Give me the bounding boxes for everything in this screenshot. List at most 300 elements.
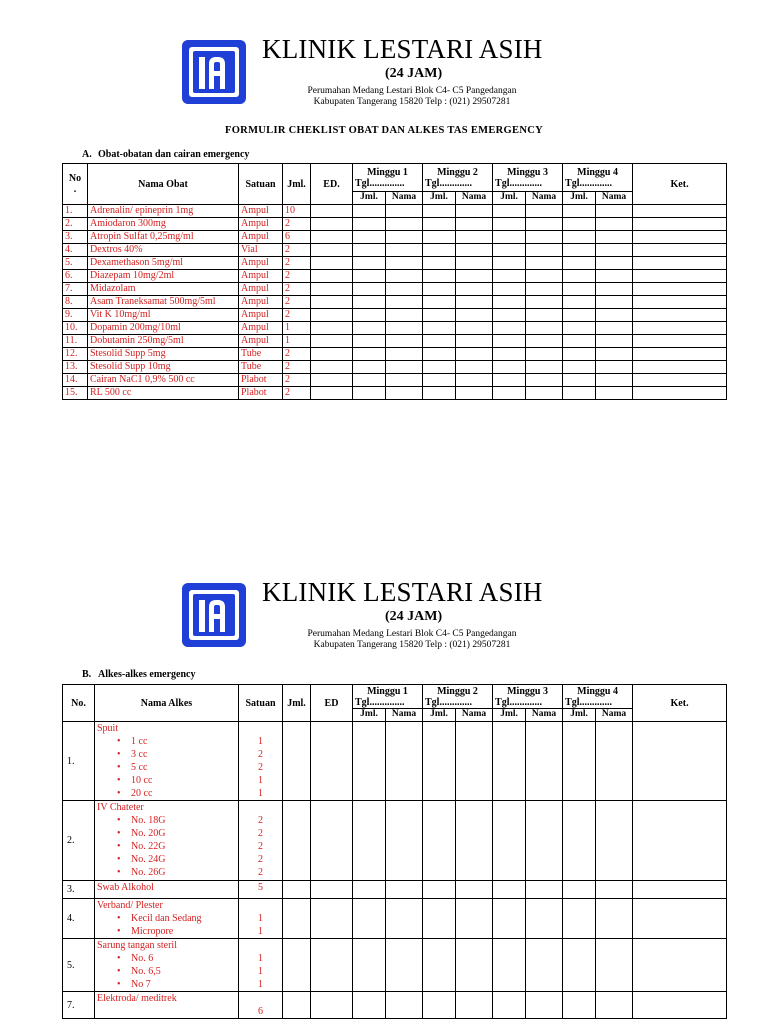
- blank-check-cell[interactable]: [596, 205, 633, 218]
- equipment-units: [239, 939, 283, 992]
- blank-check-cell[interactable]: [386, 387, 423, 400]
- blank-check-cell[interactable]: [423, 296, 456, 309]
- drug-unit: Plabot: [239, 387, 283, 400]
- blank-check-cell[interactable]: [386, 722, 423, 801]
- blank-check-cell[interactable]: [353, 361, 386, 374]
- drug-unit: Vial: [239, 244, 283, 257]
- blank-check-cell[interactable]: [596, 322, 633, 335]
- blank-check-cell[interactable]: [456, 939, 493, 992]
- form-title: FORMULIR CHEKLIST OBAT DAN ALKES TAS EMERGENCY: [225, 125, 543, 136]
- blank-check-cell[interactable]: [353, 283, 386, 296]
- blank-check-cell[interactable]: [423, 218, 456, 231]
- blank-check-cell[interactable]: [283, 722, 311, 801]
- blank-check-cell[interactable]: [456, 257, 493, 270]
- blank-check-cell[interactable]: [563, 361, 596, 374]
- blank-check-cell[interactable]: [386, 270, 423, 283]
- blank-check-cell[interactable]: [311, 218, 353, 231]
- blank-check-cell[interactable]: [563, 309, 596, 322]
- list-item: • No 7: [117, 978, 236, 991]
- blank-check-cell[interactable]: [423, 257, 456, 270]
- sub-jml: Jml.: [563, 192, 596, 205]
- blank-check-cell[interactable]: [633, 881, 727, 899]
- blank-check-cell[interactable]: [493, 939, 526, 992]
- blank-check-cell[interactable]: [423, 374, 456, 387]
- blank-check-cell[interactable]: [311, 205, 353, 218]
- blank-check-cell[interactable]: [283, 899, 311, 939]
- blank-check-cell[interactable]: [563, 801, 596, 881]
- blank-check-cell[interactable]: [526, 231, 563, 244]
- blank-check-cell[interactable]: [596, 801, 633, 881]
- drug-unit: Ampul: [239, 218, 283, 231]
- blank-check-cell[interactable]: [456, 335, 493, 348]
- blank-check-cell[interactable]: [353, 939, 386, 992]
- blank-check-cell[interactable]: [633, 899, 727, 939]
- blank-check-cell[interactable]: [633, 387, 727, 400]
- blank-check-cell[interactable]: [353, 296, 386, 309]
- blank-check-cell[interactable]: [456, 296, 493, 309]
- blank-check-cell[interactable]: [386, 283, 423, 296]
- blank-check-cell[interactable]: [386, 257, 423, 270]
- blank-check-cell[interactable]: [386, 205, 423, 218]
- drug-name: Atropin Sulfat 0,25mg/ml: [88, 231, 239, 244]
- page-1: [0, 0, 768, 420]
- equipment-name: Swab Alkohol: [97, 882, 154, 893]
- blank-check-cell[interactable]: [563, 257, 596, 270]
- blank-check-cell[interactable]: [563, 218, 596, 231]
- unit-value: 5: [258, 882, 263, 893]
- blank-check-cell[interactable]: [423, 361, 456, 374]
- blank-check-cell[interactable]: [563, 387, 596, 400]
- list-item: • No. 6: [117, 952, 236, 965]
- blank-check-cell[interactable]: [596, 939, 633, 992]
- blank-check-cell[interactable]: [311, 939, 353, 992]
- sub-jml: Jml.: [423, 192, 456, 205]
- equipment-cell: [95, 992, 239, 1019]
- list-item: • Kecil dan Sedang: [117, 912, 236, 925]
- table-row: [63, 283, 727, 296]
- blank-check-cell[interactable]: [311, 257, 353, 270]
- blank-check-cell[interactable]: [596, 722, 633, 801]
- blank-check-cell[interactable]: [386, 296, 423, 309]
- blank-check-cell[interactable]: [493, 322, 526, 335]
- blank-check-cell[interactable]: [596, 218, 633, 231]
- list-item: • No. 26G: [117, 866, 236, 879]
- blank-check-cell[interactable]: [633, 205, 727, 218]
- blank-check-cell[interactable]: [563, 231, 596, 244]
- blank-check-cell[interactable]: [633, 322, 727, 335]
- blank-check-cell[interactable]: [563, 244, 596, 257]
- blank-check-cell[interactable]: [423, 939, 456, 992]
- blank-check-cell[interactable]: [526, 348, 563, 361]
- blank-check-cell[interactable]: [526, 374, 563, 387]
- blank-check-cell[interactable]: [353, 218, 386, 231]
- blank-check-cell[interactable]: [386, 992, 423, 1019]
- blank-check-cell[interactable]: [423, 722, 456, 801]
- blank-check-cell[interactable]: [563, 205, 596, 218]
- blank-check-cell[interactable]: [526, 270, 563, 283]
- blank-check-cell[interactable]: [563, 992, 596, 1019]
- blank-check-cell[interactable]: [563, 899, 596, 939]
- blank-check-cell[interactable]: [493, 361, 526, 374]
- sub-nama: Nama: [526, 709, 563, 722]
- blank-check-cell[interactable]: [596, 881, 633, 899]
- row-number: 12.: [63, 348, 88, 361]
- blank-check-cell[interactable]: [563, 283, 596, 296]
- blank-check-cell[interactable]: [353, 270, 386, 283]
- blank-check-cell[interactable]: [311, 322, 353, 335]
- blank-check-cell[interactable]: [633, 309, 727, 322]
- blank-check-cell[interactable]: [633, 348, 727, 361]
- blank-check-cell[interactable]: [633, 335, 727, 348]
- blank-check-cell[interactable]: [456, 322, 493, 335]
- blank-check-cell[interactable]: [353, 335, 386, 348]
- blank-check-cell[interactable]: [423, 992, 456, 1019]
- blank-check-cell[interactable]: [353, 881, 386, 899]
- row-number: 4.: [63, 899, 95, 939]
- blank-check-cell[interactable]: [493, 270, 526, 283]
- row-number: 5.: [63, 939, 95, 992]
- blank-check-cell[interactable]: [493, 348, 526, 361]
- blank-check-cell[interactable]: [493, 205, 526, 218]
- drug-name: Dextros 40%: [88, 244, 239, 257]
- blank-check-cell[interactable]: [493, 218, 526, 231]
- blank-check-cell[interactable]: [456, 899, 493, 939]
- drug-name: Vit K 10mg/ml: [88, 309, 239, 322]
- drug-unit: Ampul: [239, 309, 283, 322]
- blank-check-cell[interactable]: [423, 387, 456, 400]
- sub-jml: Jml.: [493, 192, 526, 205]
- blank-check-cell[interactable]: [353, 231, 386, 244]
- unit-stack: [241, 881, 280, 894]
- unit-value: 1: [258, 788, 263, 799]
- blank-check-cell[interactable]: [633, 218, 727, 231]
- blank-check-cell[interactable]: [386, 218, 423, 231]
- blank-check-cell[interactable]: [493, 244, 526, 257]
- blank-check-cell[interactable]: [456, 309, 493, 322]
- blank-check-cell[interactable]: [596, 231, 633, 244]
- blank-check-cell[interactable]: [283, 939, 311, 992]
- blank-check-cell[interactable]: [311, 374, 353, 387]
- blank-check-cell[interactable]: [311, 244, 353, 257]
- blank-check-cell[interactable]: [526, 992, 563, 1019]
- row-number: 1.: [63, 205, 88, 218]
- section-a-label: [82, 149, 249, 160]
- blank-check-cell[interactable]: [386, 881, 423, 899]
- drug-unit: Ampul: [239, 205, 283, 218]
- table-row: [63, 722, 727, 801]
- blank-check-cell[interactable]: [526, 361, 563, 374]
- blank-check-cell[interactable]: [311, 387, 353, 400]
- drug-qty: 1: [283, 335, 311, 348]
- blank-check-cell[interactable]: [633, 992, 727, 1019]
- unit-value: 2: [258, 815, 263, 826]
- blank-check-cell[interactable]: [353, 992, 386, 1019]
- clinic-name: KLINIK LESTARI ASIH: [262, 577, 543, 607]
- row-number: 9.: [63, 309, 88, 322]
- drug-name: Cairan NaC1 0,9% 500 cc: [88, 374, 239, 387]
- blank-check-cell[interactable]: [493, 335, 526, 348]
- blank-check-cell[interactable]: [311, 992, 353, 1019]
- blank-check-cell[interactable]: [493, 231, 526, 244]
- list-item: • No. 24G: [117, 853, 236, 866]
- blank-check-cell[interactable]: [311, 881, 353, 899]
- blank-check-cell[interactable]: [456, 205, 493, 218]
- row-number: 6.: [63, 270, 88, 283]
- blank-check-cell[interactable]: [311, 309, 353, 322]
- blank-check-cell[interactable]: [423, 335, 456, 348]
- table-row: [63, 361, 727, 374]
- blank-check-cell[interactable]: [563, 722, 596, 801]
- blank-check-cell[interactable]: [283, 881, 311, 899]
- blank-check-cell[interactable]: [493, 374, 526, 387]
- blank-check-cell[interactable]: [423, 205, 456, 218]
- blank-check-cell[interactable]: [633, 231, 727, 244]
- blank-check-cell[interactable]: [353, 387, 386, 400]
- blank-check-cell[interactable]: [563, 322, 596, 335]
- blank-check-cell[interactable]: [386, 309, 423, 322]
- blank-check-cell[interactable]: [386, 322, 423, 335]
- blank-check-cell[interactable]: [423, 309, 456, 322]
- blank-check-cell[interactable]: [423, 348, 456, 361]
- blank-check-cell[interactable]: [526, 722, 563, 801]
- blank-check-cell[interactable]: [526, 218, 563, 231]
- blank-check-cell[interactable]: [563, 335, 596, 348]
- row-number: 8.: [63, 296, 88, 309]
- blank-check-cell[interactable]: [456, 722, 493, 801]
- table-row: [63, 218, 727, 231]
- blank-check-cell[interactable]: [353, 722, 386, 801]
- blank-check-cell[interactable]: [353, 801, 386, 881]
- blank-check-cell[interactable]: [526, 257, 563, 270]
- blank-check-cell[interactable]: [456, 374, 493, 387]
- blank-check-cell[interactable]: [386, 801, 423, 881]
- blank-check-cell[interactable]: [633, 296, 727, 309]
- blank-check-cell[interactable]: [386, 899, 423, 939]
- drug-unit: Ampul: [239, 257, 283, 270]
- list-item: • 5 cc: [117, 761, 236, 774]
- blank-check-cell[interactable]: [493, 257, 526, 270]
- blank-check-cell[interactable]: [596, 296, 633, 309]
- drug-unit: Tube: [239, 348, 283, 361]
- blank-check-cell[interactable]: [353, 309, 386, 322]
- row-number: 14.: [63, 374, 88, 387]
- blank-check-cell[interactable]: [633, 244, 727, 257]
- blank-check-cell[interactable]: [563, 881, 596, 899]
- blank-check-cell[interactable]: [633, 283, 727, 296]
- blank-check-cell[interactable]: [526, 205, 563, 218]
- blank-check-cell[interactable]: [493, 881, 526, 899]
- drug-checklist-table: [62, 163, 727, 400]
- section-b-title: Alkes-alkes emergency: [98, 669, 196, 680]
- blank-check-cell[interactable]: [526, 881, 563, 899]
- blank-check-cell[interactable]: [493, 801, 526, 881]
- blank-check-cell[interactable]: [596, 244, 633, 257]
- blank-check-cell[interactable]: [633, 270, 727, 283]
- blank-check-cell[interactable]: [456, 881, 493, 899]
- blank-check-cell[interactable]: [353, 205, 386, 218]
- blank-check-cell[interactable]: [526, 899, 563, 939]
- blank-check-cell[interactable]: [563, 270, 596, 283]
- table-row: [63, 257, 727, 270]
- drug-qty: 2: [283, 309, 311, 322]
- blank-check-cell[interactable]: [423, 231, 456, 244]
- drug-qty: 2: [283, 348, 311, 361]
- blank-check-cell[interactable]: [596, 283, 633, 296]
- blank-check-cell[interactable]: [526, 309, 563, 322]
- blank-check-cell[interactable]: [526, 801, 563, 881]
- blank-check-cell[interactable]: [493, 899, 526, 939]
- blank-check-cell[interactable]: [311, 283, 353, 296]
- blank-check-cell[interactable]: [386, 939, 423, 992]
- blank-check-cell[interactable]: [423, 899, 456, 939]
- blank-check-cell[interactable]: [423, 881, 456, 899]
- blank-check-cell[interactable]: [311, 348, 353, 361]
- blank-check-cell[interactable]: [493, 283, 526, 296]
- drug-name: Adrenalin/ epineprin 1mg: [88, 205, 239, 218]
- row-number: 5.: [63, 257, 88, 270]
- blank-check-cell[interactable]: [596, 374, 633, 387]
- blank-check-cell[interactable]: [311, 270, 353, 283]
- blank-check-cell[interactable]: [526, 322, 563, 335]
- blank-check-cell[interactable]: [456, 387, 493, 400]
- blank-check-cell[interactable]: [353, 257, 386, 270]
- blank-check-cell[interactable]: [423, 270, 456, 283]
- blank-check-cell[interactable]: [493, 992, 526, 1019]
- blank-check-cell[interactable]: [493, 309, 526, 322]
- blank-check-cell[interactable]: [423, 801, 456, 881]
- blank-check-cell[interactable]: [526, 283, 563, 296]
- blank-check-cell[interactable]: [456, 992, 493, 1019]
- blank-check-cell[interactable]: [353, 899, 386, 939]
- blank-check-cell[interactable]: [526, 387, 563, 400]
- blank-check-cell[interactable]: [633, 257, 727, 270]
- clinic-address-line2: Kabupaten Tangerang 15820 Telp : (021) 29507281: [313, 640, 511, 650]
- blank-check-cell[interactable]: [526, 244, 563, 257]
- blank-check-cell[interactable]: [596, 348, 633, 361]
- list-item: • No. 20G: [117, 827, 236, 840]
- blank-check-cell[interactable]: [563, 374, 596, 387]
- blank-check-cell[interactable]: [456, 218, 493, 231]
- blank-check-cell[interactable]: [526, 939, 563, 992]
- table-row: [63, 296, 727, 309]
- table-row: [63, 244, 727, 257]
- blank-check-cell[interactable]: [353, 322, 386, 335]
- blank-check-cell[interactable]: [311, 361, 353, 374]
- header-ed: ED.: [311, 164, 353, 205]
- drug-name: Dobutamin 250mg/5ml: [88, 335, 239, 348]
- blank-check-cell[interactable]: [596, 387, 633, 400]
- blank-check-cell[interactable]: [526, 335, 563, 348]
- blank-check-cell[interactable]: [633, 374, 727, 387]
- equipment-units: [239, 992, 283, 1019]
- blank-check-cell[interactable]: [353, 374, 386, 387]
- blank-check-cell[interactable]: [283, 801, 311, 881]
- blank-check-cell[interactable]: [596, 335, 633, 348]
- drug-unit: Tube: [239, 361, 283, 374]
- blank-check-cell[interactable]: [633, 939, 727, 992]
- blank-check-cell[interactable]: [526, 296, 563, 309]
- blank-check-cell[interactable]: [456, 348, 493, 361]
- blank-check-cell[interactable]: [311, 296, 353, 309]
- blank-check-cell[interactable]: [456, 283, 493, 296]
- blank-check-cell[interactable]: [493, 722, 526, 801]
- blank-check-cell[interactable]: [283, 992, 311, 1019]
- blank-check-cell[interactable]: [386, 335, 423, 348]
- blank-check-cell[interactable]: [633, 801, 727, 881]
- sub-nama: Nama: [386, 709, 423, 722]
- row-number: 3.: [63, 881, 95, 899]
- blank-check-cell[interactable]: [563, 296, 596, 309]
- blank-check-cell[interactable]: [596, 257, 633, 270]
- blank-check-cell[interactable]: [386, 374, 423, 387]
- drug-qty: 2: [283, 296, 311, 309]
- section-b-label: [82, 669, 195, 680]
- blank-check-cell[interactable]: [353, 348, 386, 361]
- drug-qty: 2: [283, 218, 311, 231]
- sub-jml: Jml.: [353, 192, 386, 205]
- blank-check-cell[interactable]: [563, 939, 596, 992]
- blank-check-cell[interactable]: [456, 801, 493, 881]
- blank-check-cell[interactable]: [456, 244, 493, 257]
- blank-check-cell[interactable]: [633, 361, 727, 374]
- drug-qty: 2: [283, 244, 311, 257]
- row-number: 4.: [63, 244, 88, 257]
- blank-check-cell[interactable]: [423, 322, 456, 335]
- blank-check-cell[interactable]: [596, 309, 633, 322]
- blank-check-cell[interactable]: [353, 244, 386, 257]
- blank-check-cell[interactable]: [386, 348, 423, 361]
- blank-check-cell[interactable]: [311, 231, 353, 244]
- equipment-units: [239, 899, 283, 939]
- header-unit: Satuan: [239, 685, 283, 722]
- header-week-3: Minggu 3 Tgl.............: [493, 685, 563, 709]
- blank-check-cell[interactable]: [633, 722, 727, 801]
- drug-unit: Ampul: [239, 283, 283, 296]
- equipment-item-list: [97, 952, 236, 991]
- blank-check-cell[interactable]: [456, 231, 493, 244]
- blank-check-cell[interactable]: [493, 387, 526, 400]
- list-item: • 1 cc: [117, 735, 236, 748]
- row-number: 15.: [63, 387, 88, 400]
- drug-unit: Ampul: [239, 322, 283, 335]
- blank-check-cell[interactable]: [311, 722, 353, 801]
- blank-check-cell[interactable]: [563, 348, 596, 361]
- section-a-letter: A.: [82, 149, 92, 160]
- equipment-name: Sarung tangan steril: [97, 940, 177, 951]
- blank-check-cell[interactable]: [596, 270, 633, 283]
- drug-name: Stesolid Supp 5mg: [88, 348, 239, 361]
- blank-check-cell[interactable]: [423, 283, 456, 296]
- blank-check-cell[interactable]: [386, 244, 423, 257]
- blank-check-cell[interactable]: [456, 361, 493, 374]
- blank-check-cell[interactable]: [423, 244, 456, 257]
- blank-check-cell[interactable]: [311, 801, 353, 881]
- blank-check-cell[interactable]: [311, 335, 353, 348]
- blank-check-cell[interactable]: [386, 361, 423, 374]
- header-ket: Ket.: [633, 164, 727, 205]
- clinic-address-line1: Perumahan Medang Lestari Blok C4- C5 Pangedangan: [307, 629, 517, 639]
- table-row: [63, 374, 727, 387]
- blank-check-cell[interactable]: [493, 296, 526, 309]
- blank-check-cell[interactable]: [456, 270, 493, 283]
- blank-check-cell[interactable]: [596, 899, 633, 939]
- section-b-letter: B.: [82, 669, 92, 680]
- blank-check-cell[interactable]: [596, 992, 633, 1019]
- blank-check-cell[interactable]: [386, 231, 423, 244]
- blank-check-cell[interactable]: [311, 899, 353, 939]
- table-row: [63, 309, 727, 322]
- blank-check-cell[interactable]: [596, 361, 633, 374]
